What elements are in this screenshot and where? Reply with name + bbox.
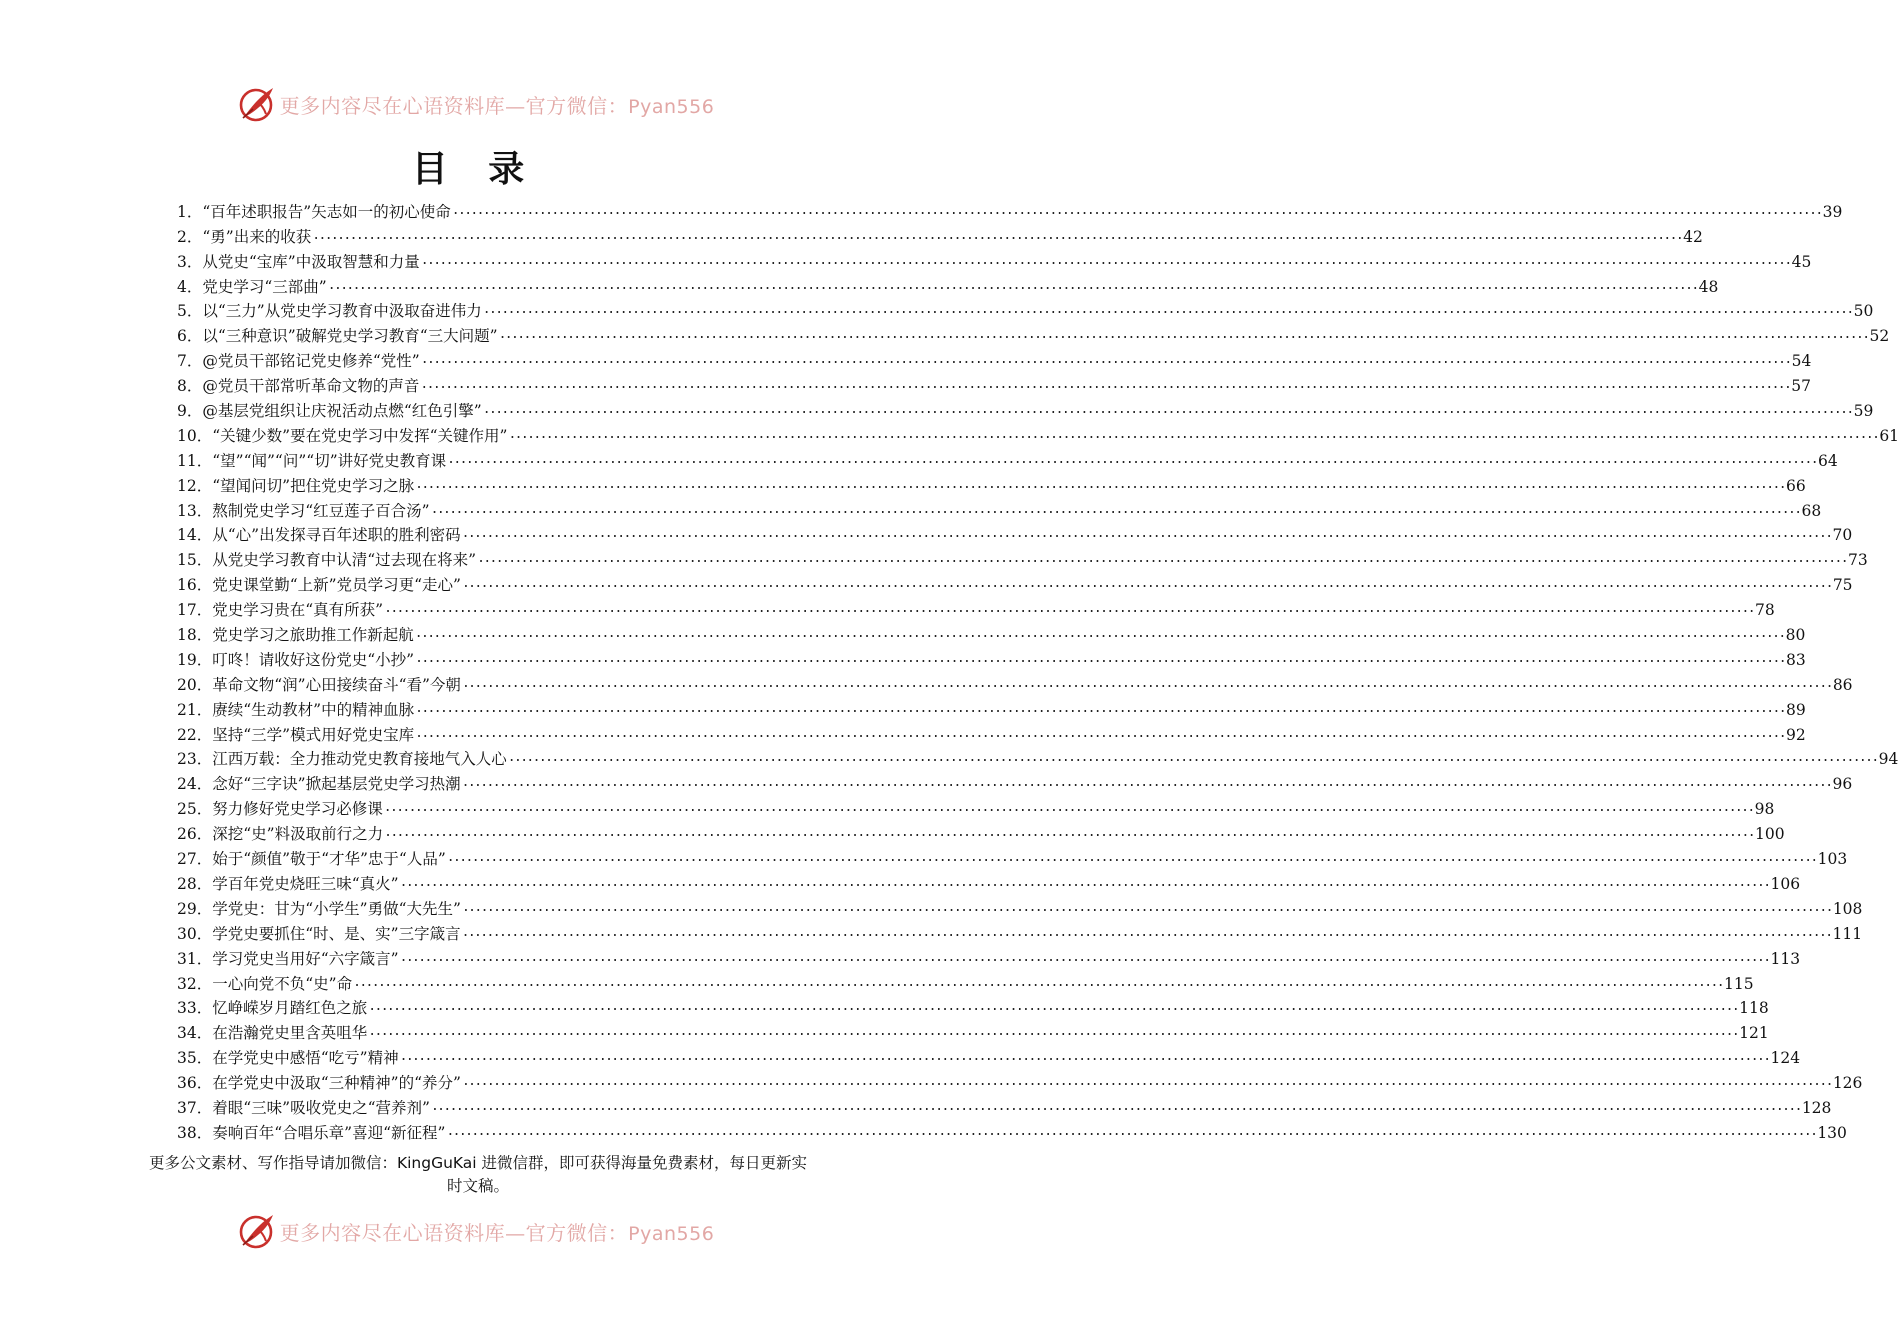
toc-entry [177, 645, 1806, 670]
toc-number: 5． [177, 302, 203, 321]
toc-page-number: 54 [1791, 352, 1812, 371]
toc-page-number: 57 [1791, 377, 1811, 396]
toc-entry [177, 720, 1806, 745]
toc-number: 28． [177, 874, 213, 893]
toc-number: 16． [177, 576, 213, 595]
toc-entry [177, 297, 1874, 322]
toc-title: 在学党史中汲取“三种精神”的“养分” [212, 1074, 461, 1093]
toc-page-number: 80 [1785, 626, 1806, 645]
toc-title: “望”“闻”“问”“切”讲好党史教育课 [212, 451, 447, 470]
toc-title: @党员干部铭记党史修养“党性” [202, 352, 420, 371]
toc-number: 33． [177, 999, 213, 1018]
toc-number: 37． [177, 1098, 213, 1117]
toc-title: 熬制党史学习“红豆莲子百合汤” [212, 501, 430, 520]
toc-page-number: 128 [1801, 1098, 1832, 1117]
toc-page-number: 98 [1754, 800, 1775, 819]
toc-leader-dots: ............................................................................................................................................................................................................................ [461, 775, 1832, 791]
toc-title: 始于“颜值”敬于“才华”忠于“人品” [212, 850, 446, 869]
toc-entry [177, 894, 1863, 919]
toc-leader-dots: ............................................................................................................................................................................................................................ [447, 451, 1818, 467]
toc-number: 19． [177, 650, 213, 669]
toc-title: 以“三力”从党史学习教育中汲取奋进伟力 [202, 302, 482, 321]
toc-entry [177, 595, 1775, 620]
toc-entry [177, 745, 1899, 770]
toc-title: 学党史要抓住“时、是、实”三字箴言 [212, 924, 461, 943]
toc-title: 在学党史中感悟“吃亏”精神 [212, 1049, 399, 1068]
toc-entry [177, 346, 1812, 371]
toc-page-number: 96 [1832, 775, 1853, 794]
toc-leader-dots: ............................................................................................................................................................................................................................ [508, 426, 1879, 442]
toc-entry [177, 197, 1843, 222]
toc-title: “望闻问切”把住党史学习之脉 [212, 476, 415, 495]
toc-page-number: 68 [1801, 501, 1822, 520]
toc-number: 7． [177, 352, 203, 371]
toc-entry [177, 371, 1811, 396]
toc-title: 党史学习“三部曲” [202, 277, 327, 296]
toc-title: “勇”出来的收获 [202, 227, 312, 246]
toc-number: 30． [177, 924, 213, 943]
toc-leader-dots: ............................................................................................................................................................................................................................ [368, 1024, 1739, 1040]
toc-leader-dots: ............................................................................................................................................................................................................................ [420, 252, 1791, 268]
toc-number: 18． [177, 626, 213, 645]
toc-page-number: 42 [1683, 227, 1703, 246]
toc-leader-dots: ............................................................................................................................................................................................................................ [399, 874, 1770, 890]
toc-entry [177, 794, 1775, 819]
banner-cn-text: 更多内容尽在心语资料库—官方微信： [279, 93, 629, 118]
toc-page-number: 64 [1818, 451, 1838, 470]
toc-entry [177, 1043, 1801, 1068]
toc-leader-dots: ............................................................................................................................................................................................................................ [482, 402, 1853, 418]
toc-leader-dots: ............................................................................................................................................................................................................................ [461, 924, 1832, 940]
toc-leader-dots: ............................................................................................................................................................................................................................ [461, 576, 1832, 592]
toc-number: 36． [177, 1074, 213, 1093]
toc-entry [177, 570, 1853, 595]
toc-leader-dots: ............................................................................................................................................................................................................................ [430, 501, 1801, 517]
banner-cn-text: 更多内容尽在心语资料库—官方微信： [279, 1220, 629, 1245]
toc-number: 24． [177, 775, 213, 794]
toc-leader-dots: ............................................................................................................................................................................................................................ [312, 227, 1683, 243]
toc-title: 念好“三字诀”掀起基层党史学习热潮 [212, 775, 461, 794]
toc-entry [177, 944, 1801, 969]
toc-entry [177, 1018, 1769, 1043]
toc-number: 2． [177, 227, 203, 246]
toc-leader-dots: ............................................................................................................................................................................................................................ [353, 974, 1723, 990]
toc-entry [177, 471, 1806, 496]
banner-wechat-id: Pyan556 [628, 95, 715, 118]
toc-entry [177, 994, 1769, 1019]
toc-title: 党史课堂勤“上新”党员学习更“走心” [212, 576, 461, 595]
toc-page-number: 92 [1785, 725, 1806, 744]
toc-entry [177, 396, 1874, 421]
toc-leader-dots: ............................................................................................................................................................................................................................ [420, 352, 1791, 368]
toc-entry [177, 670, 1853, 695]
toc-title: 叮咚！请收好这份党史“小抄” [212, 650, 415, 669]
toc-page-number: 103 [1817, 850, 1848, 869]
toc-leader-dots: ............................................................................................................................................................................................................................ [368, 999, 1739, 1015]
toc-leader-dots: ............................................................................................................................................................................................................................ [399, 1049, 1770, 1065]
toc-leader-dots: ............................................................................................................................................................................................................................ [415, 700, 1785, 716]
toc-title: 党史学习贵在“真有所获” [212, 601, 384, 620]
toc-leader-dots: ............................................................................................................................................................................................................................ [415, 725, 1785, 741]
toc-page-number: 126 [1832, 1074, 1863, 1093]
toc-number: 32． [177, 974, 213, 993]
toc-page-number: 86 [1832, 675, 1853, 694]
toc-title: 江西万载：全力推动党史教育接地气入人心 [212, 750, 507, 769]
toc-leader-dots: ............................................................................................................................................................................................................................ [399, 949, 1770, 965]
toc-title: 党史学习之旅助推工作新起航 [212, 626, 414, 645]
toc-number: 9． [177, 402, 203, 421]
toc-entry [177, 769, 1853, 794]
toc-title: 从党史“宝库”中汲取智慧和力量 [202, 252, 420, 271]
toc-leader-dots: ............................................................................................................................................................................................................................ [482, 302, 1853, 318]
toc-page-number: 108 [1832, 899, 1863, 918]
toc-title: 坚持“三学”模式用好党史宝库 [212, 725, 415, 744]
toc-title: 忆峥嵘岁月踏红色之旅 [212, 999, 368, 1018]
toc-title: 以“三种意识”破解党史学习教育“三大问题” [202, 327, 498, 346]
toc-page-number: 130 [1817, 1123, 1847, 1142]
toc-title: 努力修好党史学习必修课 [212, 800, 383, 819]
toc-entry [177, 1118, 1847, 1143]
toc-page-number: 100 [1754, 825, 1785, 844]
toc-page-number: 59 [1853, 402, 1874, 421]
toc-title: 学党史：甘为“小学生”勇做“大先生” [212, 899, 461, 918]
toc-number: 1． [177, 202, 203, 221]
toc-entry [177, 446, 1838, 471]
header-banner [0, 82, 950, 126]
toc-title: 深挖“史”料汲取前行之力 [212, 825, 384, 844]
toc-entry [177, 869, 1801, 894]
toc-page-number: 73 [1847, 551, 1868, 570]
toc-leader-dots: ............................................................................................................................................................................................................................ [461, 899, 1832, 915]
toc-page-number: 52 [1869, 327, 1890, 346]
toc-leader-dots: ............................................................................................................................................................................................................................ [327, 277, 1698, 293]
banner-wechat-id: Pyan556 [628, 1222, 715, 1245]
toc-number: 27． [177, 850, 213, 869]
toc-entry [177, 496, 1822, 521]
table-of-contents [177, 197, 1899, 1143]
toc-page-number: 45 [1791, 252, 1812, 271]
toc-leader-dots: ............................................................................................................................................................................................................................ [384, 601, 1754, 617]
toc-entry [177, 844, 1848, 869]
toc-title: 革命文物“润”心田接续奋斗“看”今朝 [212, 675, 461, 694]
toc-leader-dots: ............................................................................................................................................................................................................................ [507, 750, 1878, 766]
toc-number: 31． [177, 949, 213, 968]
toc-number: 26． [177, 825, 213, 844]
toc-leader-dots: ............................................................................................................................................................................................................................ [383, 800, 1754, 816]
toc-leader-dots: ............................................................................................................................................................................................................................ [461, 526, 1832, 542]
toc-number: 22． [177, 725, 213, 744]
toc-entry [177, 919, 1863, 944]
toc-number: 29． [177, 899, 213, 918]
toc-title: 学习党史当用好“六字箴言” [212, 949, 399, 968]
toc-entry [177, 247, 1812, 272]
footer-banner [0, 1209, 950, 1253]
quill-logo-icon [236, 1211, 276, 1251]
toc-leader-dots: ............................................................................................................................................................................................................................ [415, 476, 1785, 492]
toc-page-number: 48 [1698, 277, 1719, 296]
toc-title: “百年述职报告”矢志如一的初心使命 [202, 202, 451, 221]
toc-page-number: 89 [1785, 700, 1806, 719]
toc-page-number: 111 [1832, 924, 1863, 943]
toc-leader-dots: ............................................................................................................................................................................................................................ [446, 850, 1817, 866]
toc-title: @党员干部常听革命文物的声音 [202, 377, 420, 396]
toc-leader-dots: ............................................................................................................................................................................................................................ [415, 650, 1785, 666]
toc-page-number: 70 [1832, 526, 1853, 545]
toc-entry [177, 421, 1899, 446]
toc-number: 6． [177, 327, 203, 346]
notice-text: 更多公文素材、写作指导请加微信：KingGuKai 进微信群，即可获得海量免费素材，每日更新实时文稿。 [148, 1154, 808, 1195]
toc-title: 赓续“生动教材”中的精神血脉 [212, 700, 415, 719]
toc-number: 14． [177, 526, 213, 545]
toc-number: 8． [177, 377, 203, 396]
page-title: 目 录 [411, 148, 539, 190]
toc-title: 奏响百年“合唱乐章”喜迎“新征程” [212, 1123, 446, 1142]
toc-entry [177, 1093, 1832, 1118]
toc-entry [177, 1068, 1863, 1093]
toc-number: 35． [177, 1049, 213, 1068]
toc-entry [177, 545, 1868, 570]
toc-leader-dots: ............................................................................................................................................................................................................................ [498, 327, 1869, 343]
toc-number: 21． [177, 700, 213, 719]
toc-leader-dots: ............................................................................................................................................................................................................................ [414, 626, 1785, 642]
toc-title: @基层党组织让庆祝活动点燃“红色引擎” [202, 402, 482, 421]
toc-leader-dots: ............................................................................................................................................................................................................................ [384, 825, 1754, 841]
toc-leader-dots: ............................................................................................................................................................................................................................ [430, 1098, 1801, 1114]
toc-number: 11． [177, 451, 213, 470]
toc-page-number: 75 [1832, 576, 1853, 595]
toc-entry [177, 620, 1806, 645]
toc-number: 12． [177, 476, 213, 495]
toc-title: 一心向党不负“史”命 [212, 974, 353, 993]
toc-title: 着眼“三味”吸收党史之“营养剂” [212, 1098, 430, 1117]
toc-page-number: 61 [1879, 426, 1899, 445]
toc-number: 34． [177, 1024, 213, 1043]
toc-page-number: 66 [1785, 476, 1806, 495]
toc-page-number: 115 [1723, 974, 1754, 993]
quill-logo-icon [236, 84, 276, 124]
toc-page-number: 121 [1739, 1024, 1769, 1043]
toc-leader-dots: ............................................................................................................................................................................................................................ [461, 1074, 1832, 1090]
toc-page-number: 124 [1770, 1049, 1801, 1068]
toc-page-number: 50 [1853, 302, 1874, 321]
toc-title: “关键少数”要在党史学习中发挥“关键作用” [212, 426, 508, 445]
toc-number: 15． [177, 551, 213, 570]
toc-number: 23． [177, 750, 213, 769]
toc-number: 17． [177, 601, 213, 620]
toc-page-number: 94 [1878, 750, 1899, 769]
toc-page-number: 118 [1739, 999, 1769, 1018]
toc-title: 在浩瀚党史里含英咀华 [212, 1024, 368, 1043]
toc-number: 13． [177, 501, 213, 520]
toc-title: 学百年党史烧旺三味“真火” [212, 874, 399, 893]
toc-entry [177, 695, 1806, 720]
banner-text [280, 90, 715, 119]
toc-page-number: 39 [1822, 202, 1843, 221]
toc-title: 从“心”出发探寻百年述职的胜利密码 [212, 526, 461, 545]
toc-entry [177, 969, 1754, 994]
toc-leader-dots: ............................................................................................................................................................................................................................ [446, 1123, 1817, 1139]
toc-leader-dots: ............................................................................................................................................................................................................................ [451, 202, 1822, 218]
toc-entry [177, 321, 1890, 346]
toc-leader-dots: ............................................................................................................................................................................................................................ [461, 675, 1832, 691]
toc-entry [177, 521, 1853, 546]
toc-number: 25． [177, 800, 213, 819]
toc-page-number: 106 [1770, 874, 1801, 893]
toc-leader-dots: ............................................................................................................................................................................................................................ [420, 377, 1791, 393]
toc-page-number: 78 [1754, 601, 1775, 620]
toc-entry [177, 222, 1703, 247]
toc-page-number: 113 [1770, 949, 1801, 968]
toc-entry [177, 819, 1785, 844]
toc-title: 从党史学习教育中认清“过去现在将来” [212, 551, 477, 570]
toc-leader-dots: ............................................................................................................................................................................................................................ [477, 551, 1847, 567]
toc-number: 38． [177, 1123, 213, 1142]
toc-entry [177, 272, 1719, 297]
banner-text [280, 1217, 715, 1246]
toc-number: 4． [177, 277, 203, 296]
toc-page-number: 83 [1785, 650, 1806, 669]
toc-number: 20． [177, 675, 213, 694]
toc-number: 3． [177, 252, 203, 271]
toc-number: 10． [177, 426, 213, 445]
